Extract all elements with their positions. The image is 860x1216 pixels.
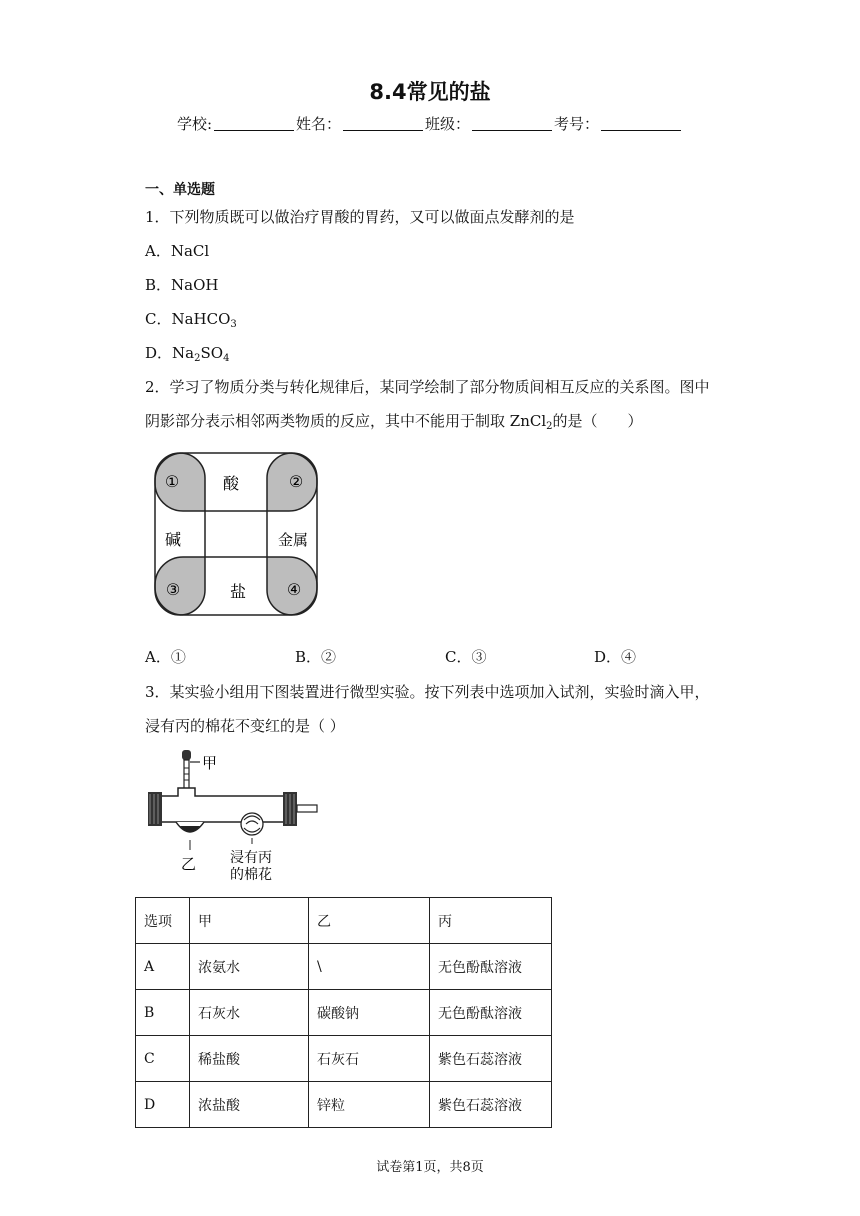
exam-number-blank (601, 116, 681, 131)
header-cell: 丙 (430, 898, 552, 944)
q1-option-b: B．NaOH (145, 276, 219, 294)
table-row (136, 990, 552, 1036)
q3-stem-line2: 浸有丙的棉花不变红的是（ ） (145, 717, 345, 735)
table-cell: \ (309, 944, 430, 990)
outlet-tube (297, 805, 317, 812)
q2-stem-line1: 2．学习了物质分类与转化规律后，某同学绘制了部分物质间相互反应的关系图。图中 (145, 378, 710, 396)
class-blank (472, 116, 552, 131)
table-cell: 浓氨水 (190, 944, 309, 990)
table-row (136, 944, 552, 990)
table-row (136, 1036, 552, 1082)
q1-stem: 1．下列物质既可以做治疗胃酸的胃药，又可以做面点发酵剂的是 (145, 208, 575, 226)
micro-experiment-apparatus (140, 748, 320, 890)
substance-relation-diagram (150, 448, 322, 620)
salt-label: 盐 (229, 582, 247, 601)
table-cell: 紫色石蕊溶液 (430, 1082, 552, 1128)
q2-option-d: D．④ (594, 648, 637, 666)
cotton-label-line1: 浸有丙 (230, 850, 272, 866)
table-cell: C (136, 1036, 190, 1082)
acid-label: 酸 (222, 474, 240, 493)
table-cell: B (136, 990, 190, 1036)
table-cell: 石灰石 (309, 1036, 430, 1082)
region-1-marker: ① (164, 472, 180, 491)
page-title: 8.4常见的盐 (369, 80, 491, 104)
q2-option-c: C．③ (445, 648, 487, 666)
table-cell: 碳酸钠 (309, 990, 430, 1036)
region-4-marker: ④ (286, 580, 302, 599)
reagent-options-table (135, 897, 552, 1128)
table-row (136, 1082, 552, 1128)
t-tube (157, 788, 288, 822)
exam-number-label: 考号： (554, 115, 600, 133)
yi-label: 乙 (181, 855, 197, 873)
q2-stem-line2: 阴影部分表示相邻两类物质的反应，其中不能用于制取 ZnCl$_2$的是（ ） (145, 412, 643, 432)
q1-option-a: A．NaCl (145, 242, 210, 260)
cotton-ball (241, 813, 263, 835)
table-cell: A (136, 944, 190, 990)
school-blank (214, 116, 294, 131)
table-cell: 无色酚酞溶液 (430, 990, 552, 1036)
metal-label: 金属 (277, 531, 309, 549)
q1-option-d: D．$Na_2SO_4$ (145, 344, 230, 364)
table-cell: 稀盐酸 (190, 1036, 309, 1082)
page-footer: 试卷第1页，共8页 (376, 1160, 484, 1175)
student-info-line (0, 113, 860, 134)
school-label: 学校: (176, 115, 212, 133)
table-header-row (136, 898, 552, 944)
table-cell: 浓盐酸 (190, 1082, 309, 1128)
header-cell: 选项 (136, 898, 190, 944)
header-cell: 甲 (190, 898, 309, 944)
jia-label: 甲 (202, 754, 218, 772)
header-cell: 乙 (309, 898, 430, 944)
q2-option-b: B．② (295, 648, 337, 666)
section-heading: 一、单选题 (145, 182, 215, 198)
base-label: 碱 (164, 530, 182, 549)
table-cell: 紫色石蕊溶液 (430, 1036, 552, 1082)
q3-stem-line1: 3．某实验小组用下图装置进行微型实验。按下列表中选项加入试剂，实验时滴入甲， (145, 683, 710, 701)
name-blank (343, 116, 423, 131)
region-3-marker: ③ (165, 580, 181, 599)
table-cell: D (136, 1082, 190, 1128)
table-cell: 石灰水 (190, 990, 309, 1036)
table-cell: 无色酚酞溶液 (430, 944, 552, 990)
name-label: 姓名： (296, 115, 342, 133)
table-cell: 锌粒 (309, 1082, 430, 1128)
q2-option-a: A．① (145, 648, 186, 666)
q1-option-c: C．NaHCO$_3$ (145, 310, 237, 330)
cotton-label-line2: 的棉花 (230, 867, 272, 883)
region-2-marker: ② (288, 472, 304, 491)
class-label: 班级： (425, 115, 471, 133)
